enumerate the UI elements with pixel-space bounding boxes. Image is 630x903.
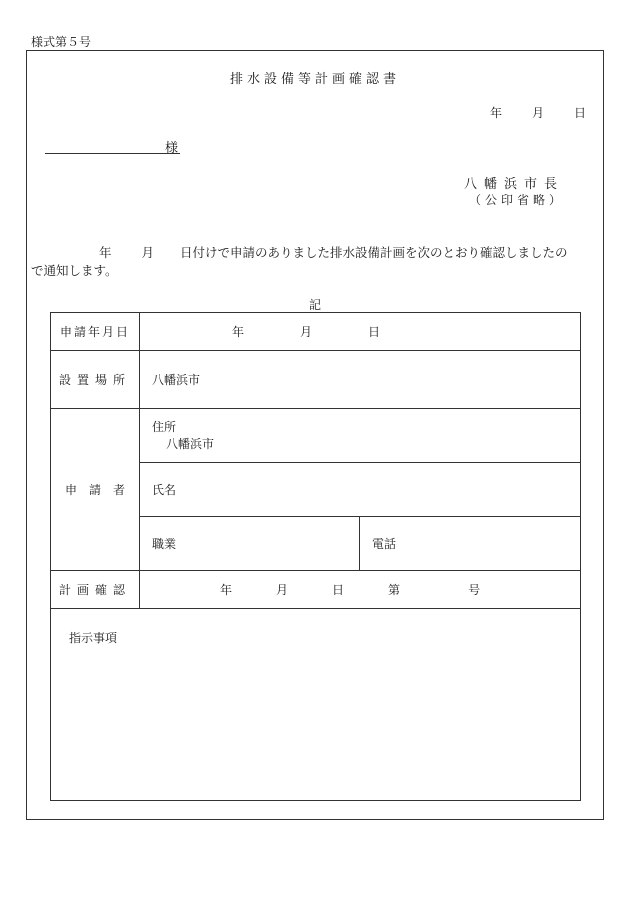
location-label: 設置場所 [51,351,140,409]
row-instructions [51,609,581,801]
plan-day: 日 [332,583,345,597]
plan-confirmation-value[interactable] [140,571,581,609]
app-day: 日 [368,325,381,339]
issuer-name: 八幡浜市長 [464,177,565,192]
plan-month: 月 [276,583,289,597]
body-line1: 日付けで申請のありました排水設備計画を次のとおり確認しましたの [180,245,568,260]
application-date-label: 申請年月日 [51,313,140,351]
app-month: 月 [300,325,313,339]
document-title: 排水設備等計画確認書 [229,72,400,87]
issue-date-year: 年 [490,106,503,120]
addressee-suffix: 様 [165,141,179,156]
applicant-address[interactable] [140,409,581,463]
confirmation-table [50,312,581,801]
address-value: 八幡浜市 [166,436,215,451]
form-number: 様式第５号 [31,35,92,49]
instructions-cell[interactable] [51,609,581,801]
app-year: 年 [232,325,245,339]
address-label: 住所 [152,419,177,434]
body-month: 月 [141,245,155,260]
instructions-label: 指示事項 [69,631,118,645]
ki-heading: 記 [308,298,321,312]
plan-year: 年 [220,583,233,597]
row-location [51,351,581,409]
notice-body [31,244,601,280]
issue-date [490,104,586,121]
seal-note: （公印省略） [469,193,566,207]
application-date-value[interactable] [140,313,581,351]
applicant-name[interactable]: 氏名 [140,463,581,517]
location-value[interactable]: 八幡浜市 [140,351,581,409]
applicant-label: 申 請 者 [51,409,140,571]
addressee-line [45,153,180,154]
row-application-date [51,313,581,351]
plan-number-prefix: 第 [388,583,401,597]
issue-date-month: 月 [532,106,545,120]
plan-confirmation-label: 計画確認 [51,571,140,609]
row-applicant-address [51,409,581,463]
plan-number-suffix: 号 [468,583,481,597]
body-line2: で通知します。 [31,263,118,278]
issue-date-day: 日 [574,106,587,120]
applicant-occupation[interactable]: 職業 [140,517,360,571]
body-year: 年 [99,245,112,260]
applicant-phone[interactable]: 電話 [360,517,581,571]
row-plan-confirmation [51,571,581,609]
